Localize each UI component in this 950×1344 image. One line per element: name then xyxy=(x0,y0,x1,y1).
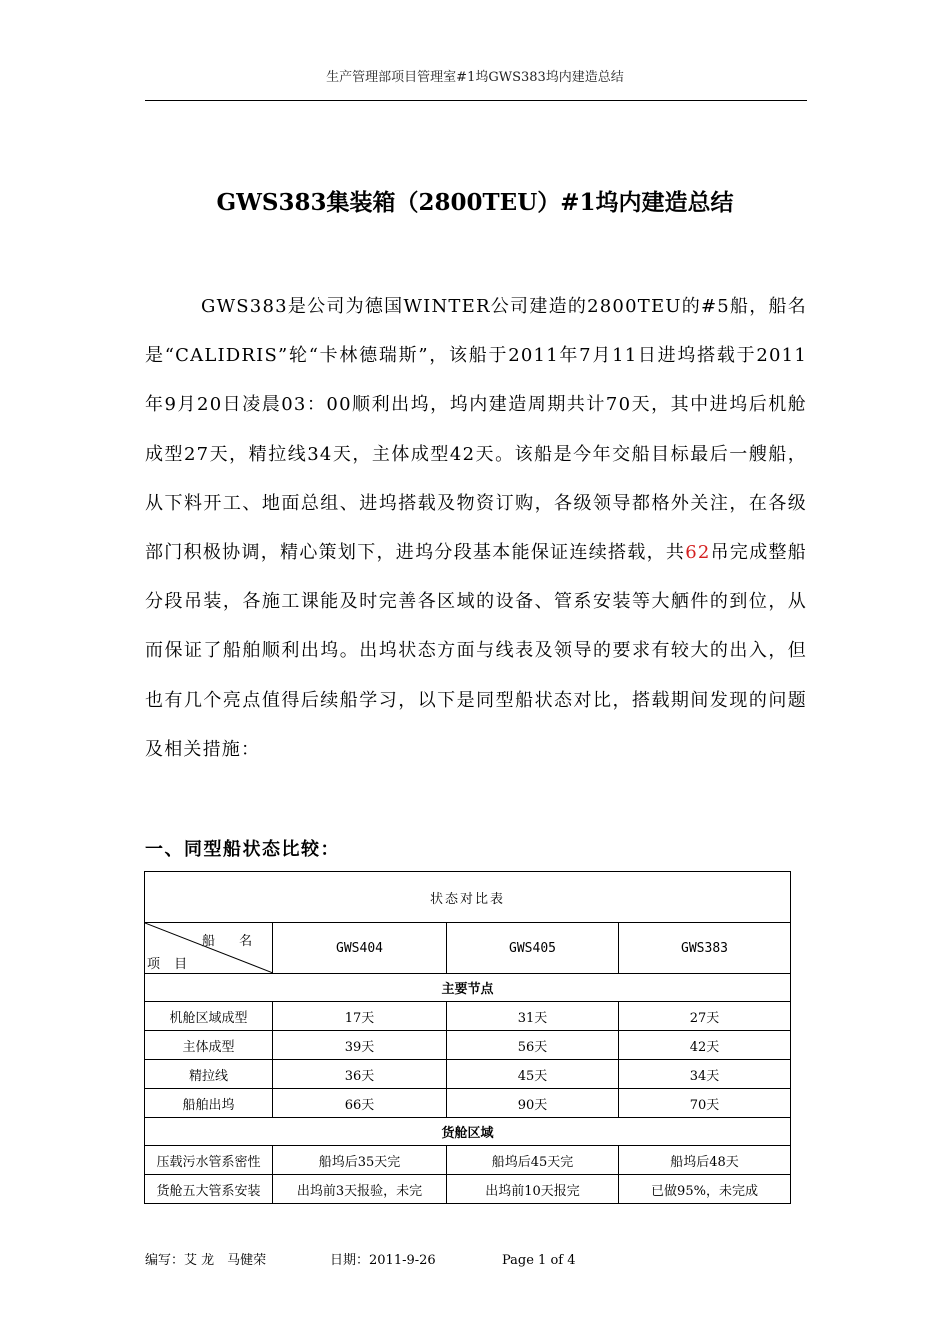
footer-date: 日期：2011-9-26 xyxy=(330,1253,436,1268)
cell-value: 31天 xyxy=(447,1002,619,1031)
row-item: 货舱五大管系安装 xyxy=(145,1175,273,1204)
table-row xyxy=(145,1175,791,1204)
table-title: 状态对比表 xyxy=(145,872,791,923)
comparison-table xyxy=(144,871,791,1204)
cell-value: 70天 xyxy=(619,1089,791,1118)
ship-header: GWS404 xyxy=(273,923,447,974)
cell-value: 39天 xyxy=(273,1031,447,1060)
cell-value: 36天 xyxy=(273,1060,447,1089)
row-item: 精拉线 xyxy=(145,1060,273,1089)
row-item: 机舱区域成型 xyxy=(145,1002,273,1031)
header-corner-cell xyxy=(145,923,273,974)
cell-value: 90天 xyxy=(447,1089,619,1118)
cell-value: 66天 xyxy=(273,1089,447,1118)
cell-value: 船坞后45天完 xyxy=(447,1146,619,1175)
section-row-title: 货舱区域 xyxy=(145,1118,791,1146)
corner-label-ship: 船 名 xyxy=(202,934,263,949)
section-row-title: 主要节点 xyxy=(145,974,791,1002)
cell-value: 船坞后48天 xyxy=(619,1146,791,1175)
header-divider xyxy=(145,100,807,101)
footer-page-number: Page 1 of 4 xyxy=(502,1253,576,1268)
cell-value: 17天 xyxy=(273,1002,447,1031)
running-header: 生产管理部项目管理室#1坞GWS383坞内建造总结 xyxy=(326,70,624,85)
row-item: 压载污水管系密性 xyxy=(145,1146,273,1175)
ship-header: GWS383 xyxy=(619,923,791,974)
cell-value: 出坞前10天报完 xyxy=(447,1175,619,1204)
table-row xyxy=(145,1146,791,1175)
highlighted-number: 62 xyxy=(685,542,711,564)
row-item: 船舶出坞 xyxy=(145,1089,273,1118)
corner-label-item: 项 目 xyxy=(147,957,193,972)
table-row xyxy=(145,1002,791,1031)
cell-value: 已做95%，未完成 xyxy=(619,1175,791,1204)
table-row xyxy=(145,1089,791,1118)
cell-value: 27天 xyxy=(619,1002,791,1031)
document-title: GWS383集装箱（2800TEU）#1坞内建造总结 xyxy=(216,189,734,216)
table-row xyxy=(145,1031,791,1060)
cell-value: 56天 xyxy=(447,1031,619,1060)
cell-value: 出坞前3天报验，未完 xyxy=(273,1175,447,1204)
body-paragraph xyxy=(145,282,807,774)
cell-value: 45天 xyxy=(447,1060,619,1089)
page-footer xyxy=(145,1249,576,1268)
cell-value: 42天 xyxy=(619,1031,791,1060)
table-row xyxy=(145,1060,791,1089)
footer-author: 编写：艾 龙 马健荣 xyxy=(145,1253,267,1268)
section-heading: 一、同型船状态比较： xyxy=(145,839,340,860)
ship-header: GWS405 xyxy=(447,923,619,974)
paragraph-text-part2: 吊完成整船分段吊装，各施工课能及时完善各区域的设备、管系安装等大舾件的到位，从而保证了船舶顺利出坞。出坞状态方面与线表及领导的要求有较大的出入，但也有几个亮点值得后续船学习，以下是同型船状态对比，搭载期间发现的问题及相关措施： xyxy=(145,542,807,760)
cell-value: 34天 xyxy=(619,1060,791,1089)
row-item: 主体成型 xyxy=(145,1031,273,1060)
cell-value: 船坞后35天完 xyxy=(273,1146,447,1175)
paragraph-text-part1: GWS383是公司为德国WINTER公司建造的2800TEU的#5船，船名是“CALIDRIS”轮“卡林德瑞斯”，该船于2011年7月11日进坞搭载于2011年9月20日凌晨03：00顺利出坞，坞内建造周期共计70天，其中进坞后机舱成型27天，精拉线34天，主体成型42天。该船是今年交船目标最后一艘船，从下料开工、地面总组、进坞搭载及物资订购，各级领导都格外关注，在各级部门积极协调，精心策划下，进坞分段基本能保证连续搭载，共 xyxy=(145,296,807,564)
